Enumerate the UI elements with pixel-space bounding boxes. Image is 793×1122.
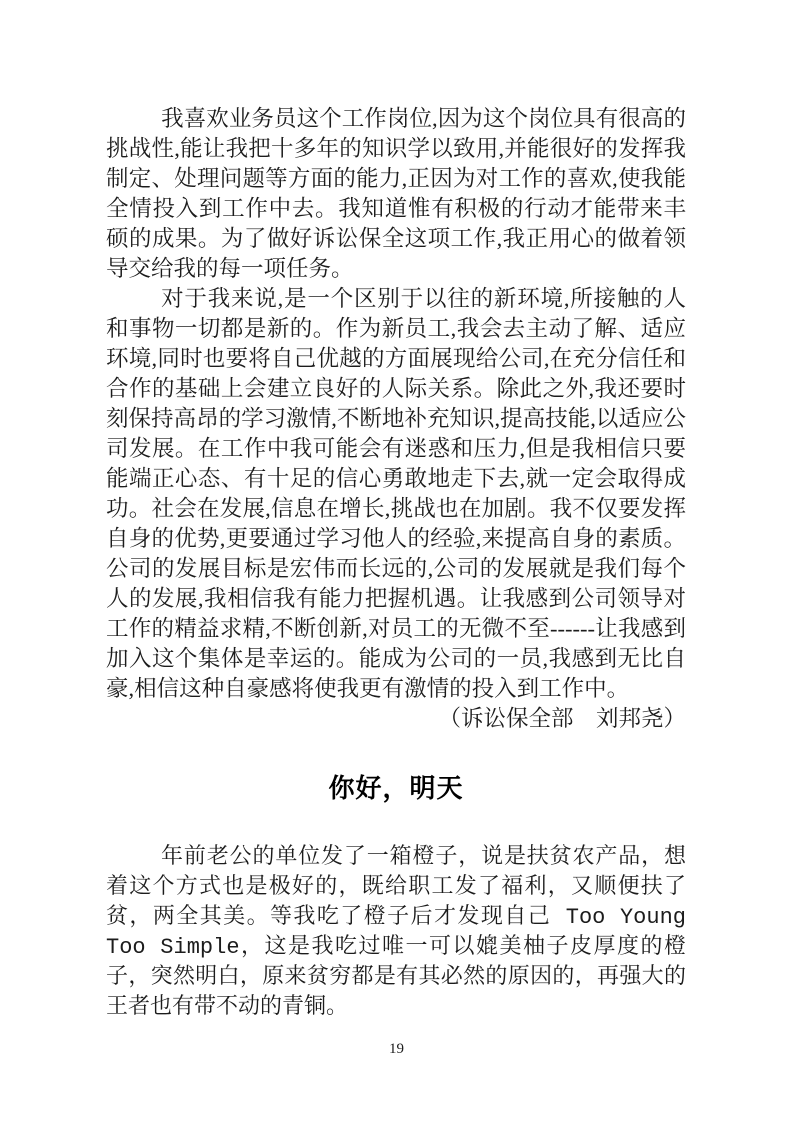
work-paragraph-2 xyxy=(106,284,686,734)
page-footer xyxy=(0,1040,793,1058)
signature: （诉讼保全部 刘邦尧） xyxy=(438,706,686,731)
tomorrow-paragraph-1: 年前老公的单位发了一箱橙子，说是扶贫农产品，想着这个方式也是极好的，既给职工发了福利，又顺便扶了贫，两全其美。等我吃了橙子后才发现自己 Too Young Too Simple，这是我吃过唯一可以媲美柚子皮厚度的橙子，突然明白，原来贫穷都是有其必然的原因的，再强大的王者也有带不动的青铜。 xyxy=(106,845,686,1020)
article-title: 你好，明天 xyxy=(328,773,464,803)
article-hello-tomorrow xyxy=(106,770,686,1023)
article-work-reflection xyxy=(106,104,686,734)
page-number: 19 xyxy=(389,1041,404,1057)
page-content xyxy=(106,104,686,1023)
work-paragraph-1: 我喜欢业务员这个工作岗位,因为这个岗位具有很高的挑战性,能让我把十多年的知识学以致用,并能很好的发挥我制定、处理问题等方面的能力,正因为对工作的喜欢,使我能全情投入到工作中去。我知道惟有积极的行动才能带来丰硕的成果。为了做好诉讼保全这项工作,我正用心的做着领导交给我的每一项任务。 xyxy=(106,106,686,281)
work-paragraph-2-text: 对于我来说,是一个区别于以往的新环境,所接触的人和事物一切都是新的。作为新员工,我会去主动了解、适应环境,同时也要将自己优越的方面展现给公司,在充分信任和合作的基础上会建立良好的人际关系。除此之外,我还要时刻保持高昂的学习激情,不断地补充知识,提高技能,以适应公司发展。在工作中我可能会有迷惑和压力,但是我相信只要能端正心态、有十足的信心勇敢地走下去,就一定会取得成功。社会在发展,信息在增长,挑战也在加剧。我不仅要发挥自身的优势,更要通过学习他人的经验,来提高自身的素质。公司的发展目标是宏伟而长远的,公司的发展就是我们每个人的发展,我相信我有能力把握机遇。让我感到公司领导对工作的精益求精,不断创新,对员工的无微不至------让我感到加入这个集体是幸运的。能成为公司的一员,我感到无比自豪,相信这种自豪感将使我更有激情的投入到工作中。 xyxy=(106,286,686,701)
